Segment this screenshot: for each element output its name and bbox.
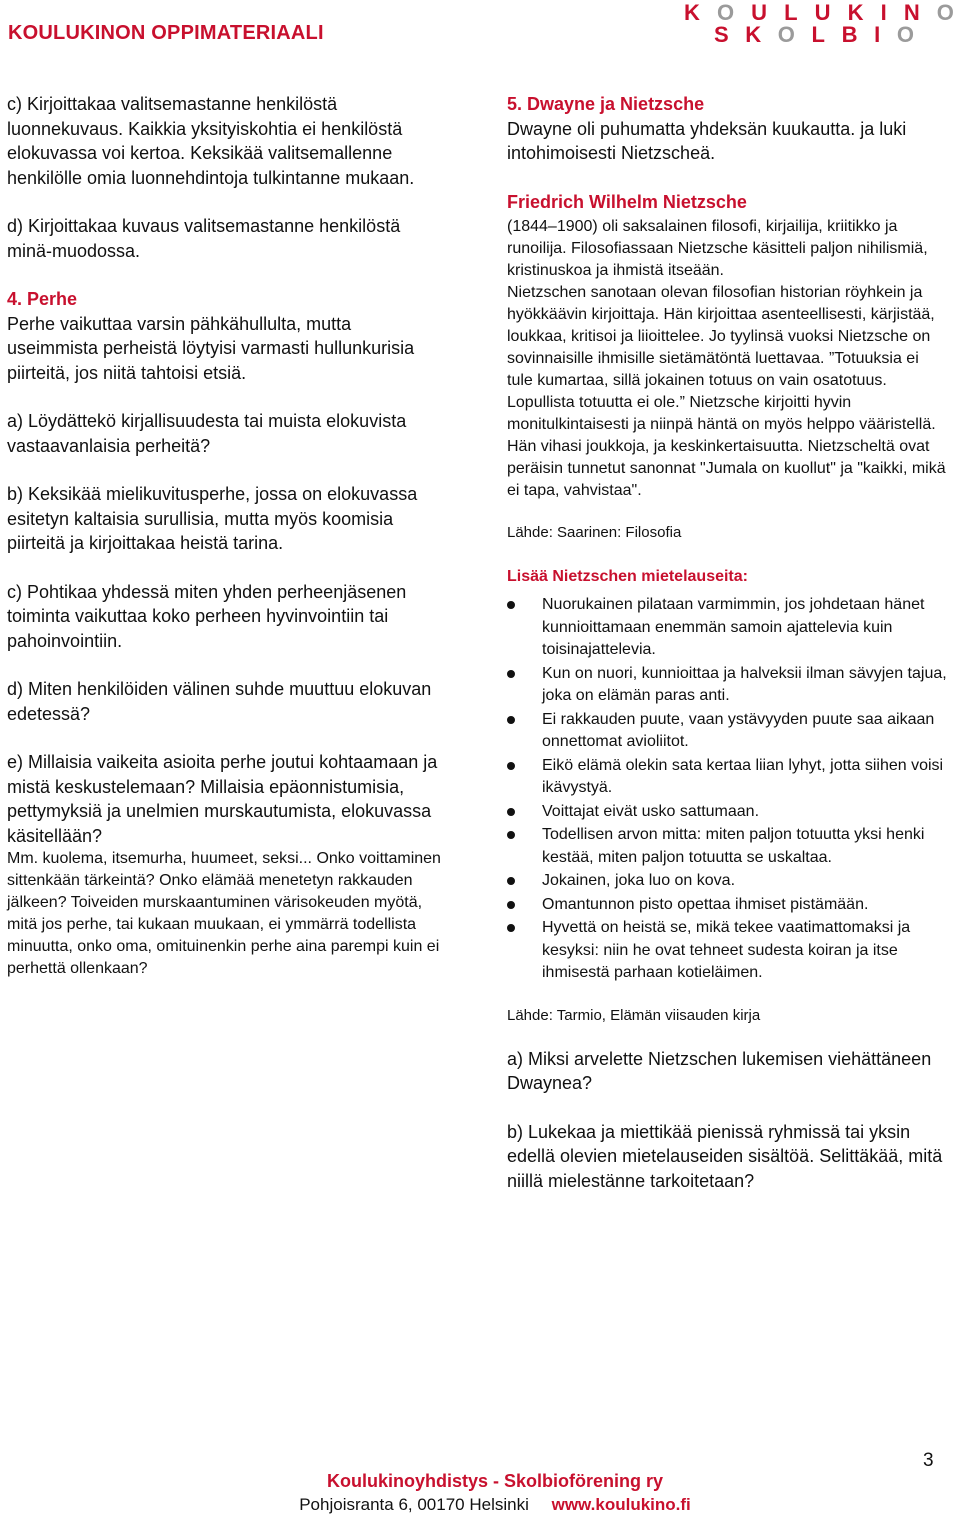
bullet-icon (507, 877, 515, 885)
section-5-heading: 5. Dwayne ja Nietzsche (507, 94, 705, 114)
task-c-text: c) Kirjoittakaa valitsemastanne henkilöstä luonnekuvaus. Kaikkia yksityiskohtia ei henkilöstä elokuvassa voi kertoa. Keksikää valitsemallenne henkilölle omia luonnehdintoja tulkintanne mukaan. (7, 94, 415, 188)
question-c: c) Pohtikaa yhdessä miten yhden perheenjäsenen toiminta vaikuttaa koko perheen hyvinvointiin tai pahoinvointiin. (7, 581, 407, 651)
section-4-intro: Perhe vaikuttaa varsin pähkähullulta, mutta useimmista perheistä löytyisi varmasti hullunkurisia piirteitä, jos niitä tahtoisi etsiä. (7, 313, 415, 383)
question-d: d) Miten henkilöiden välinen suhde muuttuu elokuvan edetessä? (7, 679, 432, 724)
bullet-icon (507, 924, 515, 932)
footer-org: Koulukinoyhdistys - Skolbioförening ry (326, 1471, 664, 1491)
bullet-icon (507, 831, 515, 839)
list-item: Eikö elämä olekin sata kertaa liian lyhyt, jotta siihen voisi ikävystyä. (507, 755, 947, 800)
logo-line-skolbio: S K O L B I O (714, 22, 914, 47)
question-e: e) Millaisia vaikeita asioita perhe joutui kohtaamaan ja mistä keskustelemaan? Millaisia epäonnistumisia, pettymyksiä ja unelmien murskautumista, elokuvassa käsitellään? (7, 752, 438, 846)
bullet-icon (507, 716, 515, 724)
nietzsche-question-b: b) Lukekaa ja miettikää pienissä ryhmissä tai yksin edellä olevien mietelauseiden sisältöä. Selittäkää, mitä niillä mielestänne tarkoitetaan? (507, 1121, 943, 1191)
koulukino-logo (684, 2, 954, 46)
list-item: Omantunnon pisto opettaa ihmiset pistämään. (507, 894, 947, 917)
quotes-heading: Lisää Nietzschen mietelauseita: (507, 568, 748, 585)
quotes-list (507, 594, 947, 985)
list-item: Todellisen arvon mitta: miten paljon totuutta yksi henki kestää, miten paljon totuutta se uskaltaa. (507, 824, 947, 869)
bullet-icon (507, 762, 515, 770)
question-e-extra: Mm. kuolema, itsemurha, huumeet, seksi... Onko voittaminen sittenkään tärkeintä? Onko elämää menetetyn rakkauden jälkeen? Toiveiden murskaantuminen värisokeuden myötä, mitä jos perhe, tai kukaan muukaan, ei ymmärrä todellista minuutta, onko oma, omituinenkin perhe aina parempi kuin ei perhettä ollenkaan? (7, 850, 441, 977)
footer-address: Pohjoisranta 6, 00170 Helsinki (299, 1495, 529, 1514)
section-4-heading: 4. Perhe (7, 289, 78, 309)
right-column (507, 92, 947, 1193)
task-d-text: d) Kirjoittakaa kuvaus valitsemastanne henkilöstä minä-muodossa. (7, 216, 401, 261)
bullet-icon (507, 808, 515, 816)
question-a: a) Löydättekö kirjallisuudesta tai muista elokuvista vastaavanlaisia perheitä? (7, 411, 407, 456)
footer-url-link[interactable]: www.koulukino.fi (551, 1495, 691, 1514)
header-title: KOULUKINON OPPIMATERIAALI (8, 22, 324, 44)
list-item: Jokainen, joka luo on kova. (507, 870, 947, 893)
bio-heading: Friedrich Wilhelm Nietzsche (507, 191, 747, 212)
source-1: Lähde: Saarinen: Filosofia (507, 524, 682, 541)
list-item: Hyvettä on heistä se, mikä tekee vaatimattomaksi ja kesyksi: niin he ovat tehneet sudesta koiran ja itse ihmisestä parhaan kotieläimen. (507, 917, 947, 985)
question-b: b) Keksikää mielikuvitusperhe, jossa on elokuvassa esitetyn kaltaisia surullisia, mutta myös koomisia piirteitä ja kirjoittakaa heistä tarina. (7, 484, 418, 553)
bullet-icon (507, 670, 515, 678)
left-column (7, 92, 447, 980)
source-2: Lähde: Tarmio, Elämän viisauden kirja (507, 1006, 761, 1024)
nietzsche-question-a: a) Miksi arvelette Nietzschen lukemisen viehättäneen Dwaynea? (507, 1048, 932, 1093)
footer-address-line (0, 1495, 960, 1515)
bio-text-2: Nietzschen sanotaan olevan filosofian historian röyhkein ja hyökkäävin kirjoittaja. Hän kirjoittaa asenteellisesti, kärjistää, loukkaa, kritisoi ja liioittelee. Jo tyylinsä vuoksi Nietzsche on sovinnaisille ihmisille sietämätöntä luettavaa. ”Totuuksia ei tule kumartaa, sillä jokainen totuus on vain osatotuus. Lopullista totuutta ei ole.” Nietzsche kirjoitti hyvin monitulkintaisesti ja niinpä häntä on myös helppo vääristellä. Hän vihasi joukkoja, ja keskinkertaisuutta. Nietzscheltä ovat peräisin tunnetut sanonnat "Jumala on kuollut" ja "kaikki, mikä ei tapa, vahvistaa". (507, 284, 946, 499)
bullet-icon (507, 601, 515, 609)
bullet-icon (507, 901, 515, 909)
footer (0, 1471, 960, 1515)
list-item: Ei rakkauden puute, vaan ystävyyden puute saa aikaan onnettomat avioliitot. (507, 709, 947, 754)
section-5-intro: Dwayne oli puhumatta yhdeksän kuukautta. ja luki intohimoisesti Nietzscheä. (507, 118, 907, 163)
page-number: 3 (923, 1450, 934, 1471)
bio-text: (1844–1900) oli saksalainen filosofi, kirjailija, kriitikko ja runoilija. Filosofiassaan Nietzsche käsitteli paljon nihilismiä, kristinuskoa ja ihmistä itseään. (507, 218, 928, 279)
logo-line-koulukino: K O U L U K I N O (684, 0, 954, 25)
list-item: Nuorukainen pilataan varmimmin, jos johdetaan hänet kunnioittamaan enemmän samoin ajattelevia kuin toisinajattelevia. (507, 594, 947, 662)
list-item: Kun on nuori, kunnioittaa ja halveksii ilman sävyjen tajua, joka on elämän paras anti. (507, 663, 947, 708)
list-item: Voittajat eivät usko sattumaan. (507, 801, 947, 824)
